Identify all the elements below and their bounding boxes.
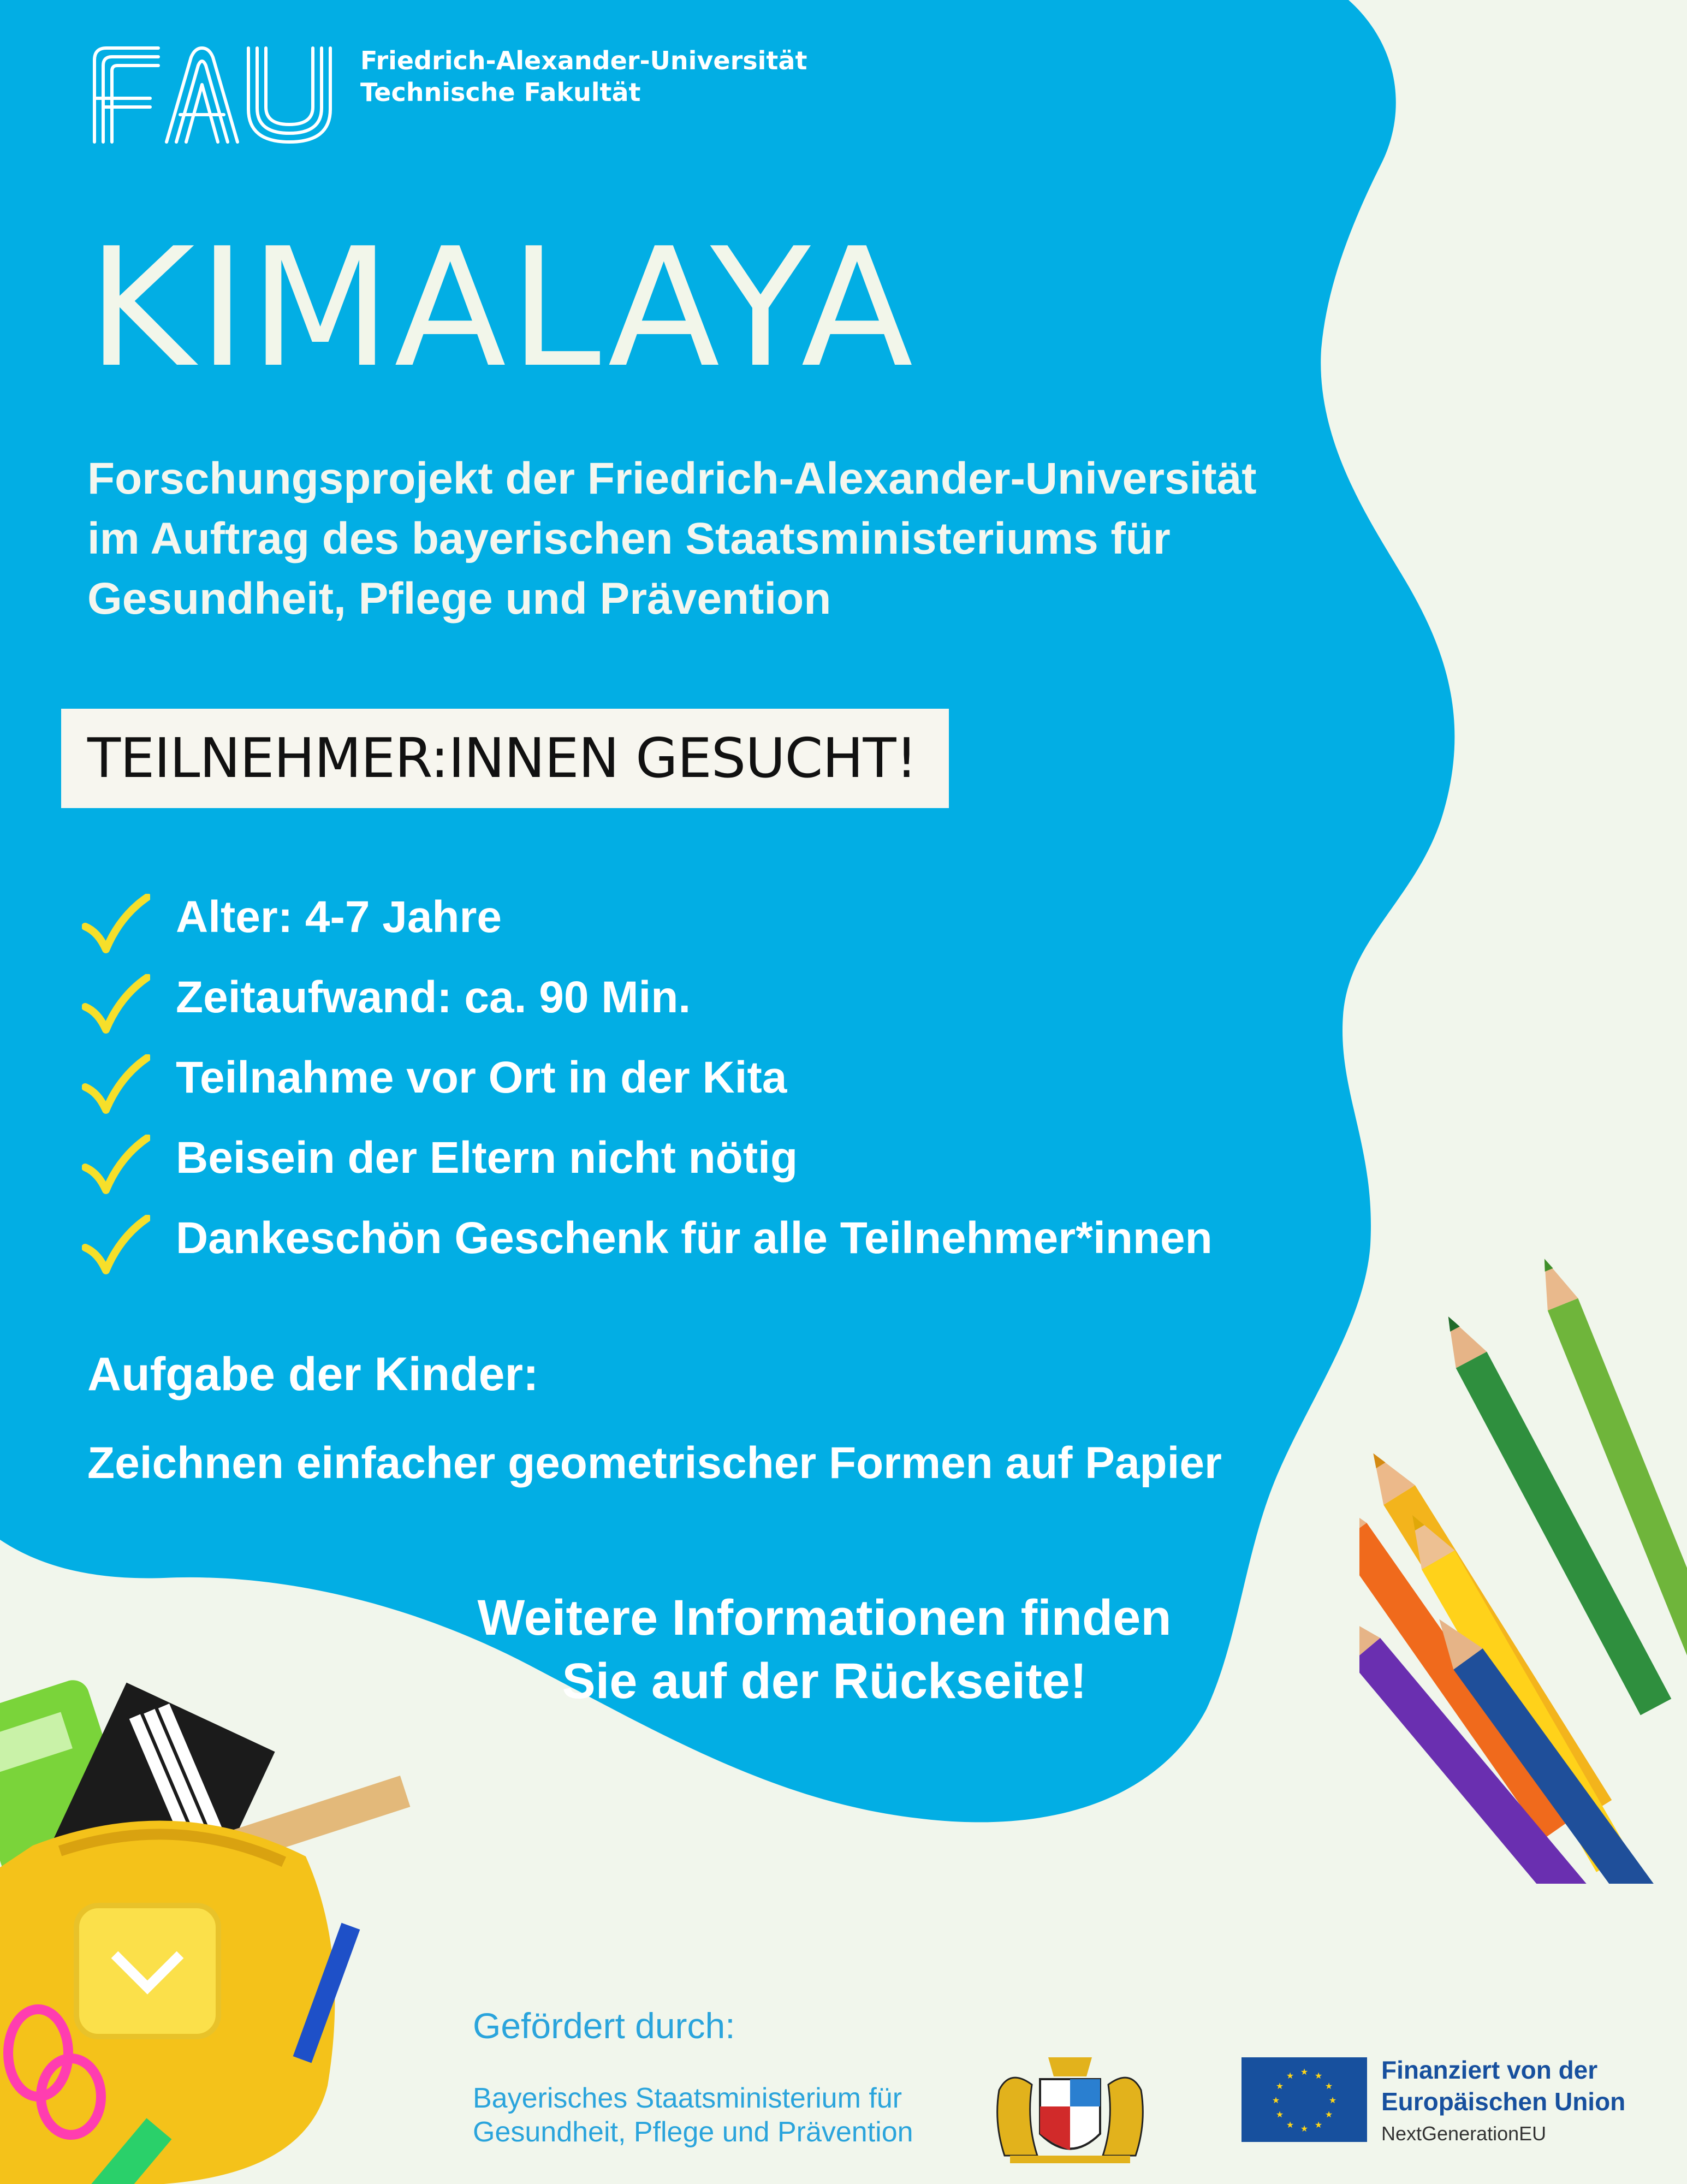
svg-text:★: ★ xyxy=(1286,2120,1294,2130)
list-item-text: Beisein der Eltern nicht nötig xyxy=(176,1133,798,1183)
more-info-note xyxy=(404,1586,1245,1713)
svg-text:★: ★ xyxy=(1275,2081,1284,2091)
description-line-2: im Auftrag des bayerischen Staatsministeriums für xyxy=(87,514,1171,563)
description-line-1: Forschungsprojekt der Friedrich-Alexander-Universität xyxy=(87,454,1257,503)
ministry-line-2: Gesundheit, Pflege und Prävention xyxy=(473,2116,913,2148)
list-item-text: Dankeschön Geschenk für alle Teilnehmer*innen xyxy=(176,1213,1213,1263)
check-icon xyxy=(82,1135,150,1195)
svg-text:★: ★ xyxy=(1314,2120,1323,2130)
university-name xyxy=(360,45,807,108)
funded-by-label: Gefördert durch: xyxy=(473,2005,735,2046)
svg-text:★: ★ xyxy=(1328,2095,1337,2105)
banner-text: TEILNEHMER:INNEN GESUCHT! xyxy=(87,726,917,790)
faculty-line: Technische Fakultät xyxy=(360,78,641,107)
eu-funding-text xyxy=(1381,2054,1625,2150)
svg-text:★: ★ xyxy=(1324,2109,1333,2120)
university-line: Friedrich-Alexander-Universität xyxy=(360,46,807,75)
eu-line-3: NextGenerationEU xyxy=(1381,2122,1547,2145)
ministry-name xyxy=(473,2081,913,2149)
more-info-line-1: Weitere Informationen finden xyxy=(477,1590,1172,1646)
svg-text:★: ★ xyxy=(1275,2109,1284,2120)
eu-flag-icon xyxy=(1242,2057,1367,2142)
description-line-3: Gesundheit, Pflege und Prävention xyxy=(87,574,831,624)
colored-pencils-illustration xyxy=(1359,1218,1687,1884)
check-icon xyxy=(82,1215,150,1275)
svg-text:★: ★ xyxy=(1300,2067,1309,2077)
ministry-line-1: Bayerisches Staatsministerium für xyxy=(473,2082,902,2114)
task-description: Zeichnen einfacher geometrischer Formen auf Papier xyxy=(87,1438,1222,1488)
task-heading: Aufgabe der Kinder: xyxy=(87,1348,539,1400)
list-item-text: Alter: 4-7 Jahre xyxy=(176,892,502,942)
svg-text:★: ★ xyxy=(1314,2070,1323,2081)
list-item-text: Zeitaufwand: ca. 90 Min. xyxy=(176,972,691,1022)
svg-text:★: ★ xyxy=(1286,2070,1294,2081)
check-icon xyxy=(82,1054,150,1114)
project-description xyxy=(87,449,1257,629)
svg-text:★: ★ xyxy=(1324,2081,1333,2091)
svg-text:★: ★ xyxy=(1300,2123,1309,2134)
more-info-line-2: Sie auf der Rückseite! xyxy=(562,1653,1087,1709)
coat-of-arms-icon xyxy=(988,2046,1152,2168)
eu-line-1: Finanziert von der xyxy=(1381,2056,1598,2084)
check-icon xyxy=(82,894,150,954)
eu-line-2: Europäischen Union xyxy=(1381,2087,1626,2116)
page-title: KIMALAYA xyxy=(87,213,917,403)
list-item-text: Teilnahme vor Ort in der Kita xyxy=(176,1053,787,1102)
fau-logo xyxy=(90,44,341,145)
check-icon xyxy=(82,974,150,1034)
school-supplies-illustration xyxy=(0,1671,415,2184)
participants-wanted-banner xyxy=(61,709,949,808)
svg-text:★: ★ xyxy=(1272,2095,1280,2105)
